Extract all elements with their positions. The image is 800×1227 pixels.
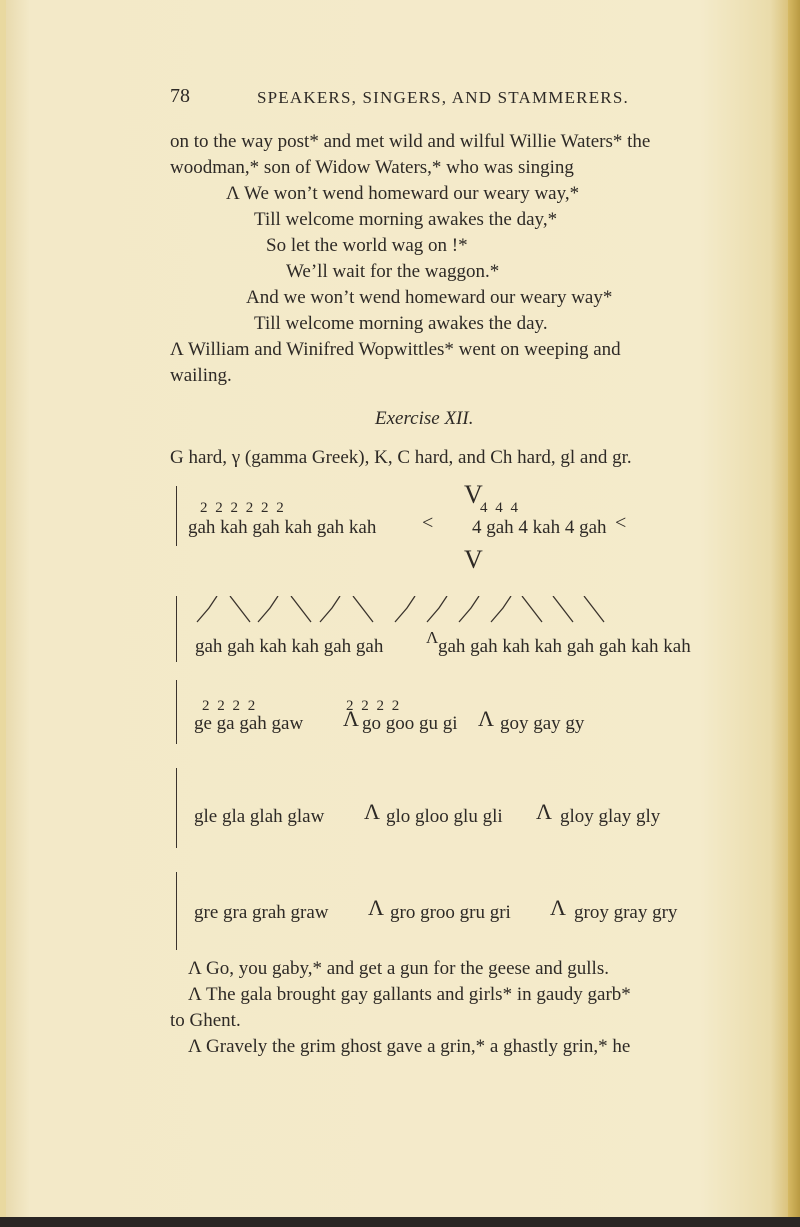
final-line-2: Λ The gala brought gay gallants and girls* in gaudy garb* bbox=[188, 984, 631, 1005]
pitch-marks-row bbox=[195, 596, 765, 626]
rising-mark bbox=[427, 596, 447, 622]
falling-mark bbox=[353, 596, 373, 622]
row2-bracket bbox=[176, 596, 177, 662]
row5-bracket bbox=[176, 872, 177, 950]
exercise-title: Exercise XII. bbox=[375, 408, 474, 429]
caret-mark-row2: Λ bbox=[426, 628, 439, 647]
falling-mark bbox=[553, 596, 573, 622]
row1-bracket bbox=[176, 486, 177, 546]
verse-line-5: And we won’t wend homeward our weary way* bbox=[246, 287, 613, 308]
verse-line-2: Till welcome morning awakes the day,* bbox=[254, 209, 558, 230]
caret-mark-row5-a: Λ bbox=[368, 895, 384, 920]
rising-mark bbox=[395, 596, 415, 622]
row4-syllables-b: glo gloo glu gli bbox=[386, 806, 503, 827]
rising-mark bbox=[320, 596, 340, 622]
exercise-subtitle: G hard, γ (gamma Greek), K, C hard, and Ch hard, gl and gr. bbox=[170, 447, 632, 468]
rising-mark bbox=[258, 596, 278, 622]
row1-syllables: gah kah gah kah gah kah bbox=[188, 517, 377, 538]
row3-syllables-c: goy gay gy bbox=[500, 713, 585, 734]
row4-syllables-a: gle gla glah glaw bbox=[194, 806, 325, 827]
row1-numbers-b: 4 4 4 bbox=[480, 500, 520, 516]
crescendo-mark-2: < bbox=[615, 512, 627, 534]
caret-mark-row3-a: Λ bbox=[343, 706, 359, 731]
row3-numbers-a: 2 2 2 2 bbox=[202, 698, 258, 714]
row3-bracket bbox=[176, 680, 177, 744]
falling-mark bbox=[291, 596, 311, 622]
page-number: 78 bbox=[170, 85, 190, 107]
row4-syllables-c: gloy glay gly bbox=[560, 806, 661, 827]
verse-line-1: Λ We won’t wend homeward our weary way,* bbox=[226, 183, 580, 204]
intro-line-1: on to the way post* and met wild and wilful Willie Waters* the bbox=[170, 131, 651, 152]
intro-line-2: woodman,* son of Widow Waters,* who was singing bbox=[170, 157, 574, 178]
caret-mark-row4-a: Λ bbox=[364, 799, 380, 824]
page-right-edge bbox=[788, 0, 800, 1227]
row3-numbers-b: 2 2 2 2 bbox=[346, 698, 402, 714]
falling-mark bbox=[230, 596, 250, 622]
row3-syllables-b: go goo gu gi bbox=[362, 713, 458, 734]
final-line-1: Λ Go, you gaby,* and get a gun for the geese and gulls. bbox=[188, 958, 609, 979]
closing-line-2: wailing. bbox=[170, 365, 232, 386]
page-binding-edge bbox=[0, 0, 6, 1227]
crescendo-mark-1: < bbox=[422, 512, 434, 534]
row2-syllables: gah gah kah kah gah gah bbox=[195, 636, 384, 657]
verse-line-6: Till welcome morning awakes the day. bbox=[254, 313, 548, 334]
page-bottom-edge bbox=[0, 1217, 800, 1227]
rising-mark bbox=[197, 596, 217, 622]
final-line-4: Λ Gravely the grim ghost gave a grin,* a ghastly grin,* he bbox=[188, 1036, 631, 1057]
row3-syllables-a: ge ga gah gaw bbox=[194, 713, 304, 734]
verse-line-4: We’ll wait for the waggon.* bbox=[286, 261, 500, 282]
row1-syllables-b: 4 gah 4 kah 4 gah bbox=[472, 517, 607, 538]
caret-mark-row3-b: Λ bbox=[478, 706, 494, 731]
rising-mark bbox=[459, 596, 479, 622]
caret-mark-row4-b: Λ bbox=[536, 799, 552, 824]
row5-syllables-a: gre gra grah graw bbox=[194, 902, 329, 923]
rising-mark bbox=[491, 596, 511, 622]
falling-mark bbox=[584, 596, 604, 622]
row4-bracket bbox=[176, 768, 177, 848]
final-line-3: to Ghent. bbox=[170, 1010, 241, 1031]
verse-line-3: So let the world wag on !* bbox=[266, 235, 468, 256]
caret-mark-row5-b: Λ bbox=[550, 895, 566, 920]
stress-mark-bottom: V bbox=[464, 545, 483, 574]
closing-line-1: Λ William and Winifred Wopwittles* went on weeping and bbox=[170, 339, 621, 360]
row1-numbers-a: 2 2 2 2 2 2 bbox=[200, 500, 286, 516]
running-title: SPEAKERS, SINGERS, AND STAMMERERS. bbox=[257, 88, 629, 107]
row5-syllables-b: gro groo gru gri bbox=[390, 902, 511, 923]
stress-mark-top: V bbox=[464, 480, 483, 509]
falling-mark bbox=[522, 596, 542, 622]
row5-syllables-c: groy gray gry bbox=[574, 902, 678, 923]
row2-syllables-b: gah gah kah kah gah gah kah kah bbox=[438, 636, 691, 657]
